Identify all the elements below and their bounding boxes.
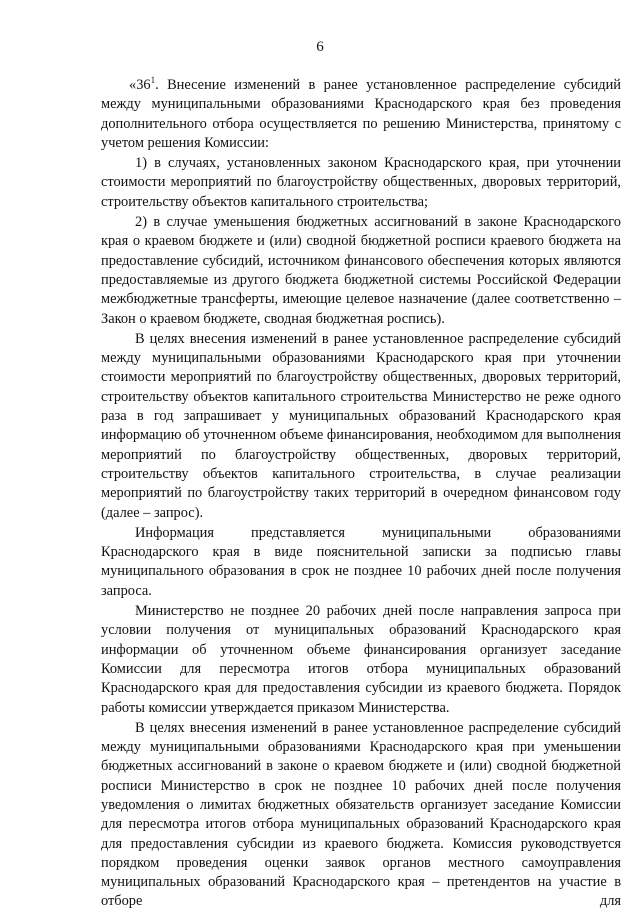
point-number-superscript: 1 [150, 75, 156, 86]
paragraph-commission-meeting: Министерство не позднее 20 рабочих дней после направления запроса при условии получения от муниципальных образований Краснодарского края информации об уточненном объеме финансирования организует заседание Комиссии для пересмотра итогов отбора муниципальных образований Краснодарского края для предоставления субсидии из краевого бюджета. Порядок работы комиссии утверждается приказом Министерства. [101, 603, 621, 716]
page-number: 6 [316, 39, 324, 55]
point-36-lead-text: . Внесение изменений в ранее установленное распределение субсидий между муниципальными образованиями Краснодарского края без проведения дополнительного отбора осуществляется по решению Министерства, принятому с учетом решения Комиссии: [101, 77, 621, 151]
document-body [101, 76, 621, 912]
paragraph-request-procedure: В целях внесения изменений в ранее установленное распределение субсидий между муниципальными образованиями Краснодарского края при уточнении стоимости мероприятий по благоустройству общественных, дворовых территорий, строительству объектов капитального строительства Министерство не реже одного раза в год запрашивает у муниципальных образований Краснодарского края информацию об уточненном объеме финансирования, необходимом для выполнения мероприятий по благоустройству общественных, дворовых территорий, строительству объектов капитального строительства, в случае реализации мероприятий по благоустройству таких территорий в очередном финансовом году (далее – запрос). [101, 330, 621, 521]
paragraph-case-1: 1) в случаях, установленных законом Краснодарского края, при уточнении стоимости мероприятий по благоустройству общественных, дворовых территорий, строительству объектов капитального строительства; [101, 155, 621, 210]
paragraph-point-36-intro [101, 76, 621, 153]
paragraph-budget-reduction: В целях внесения изменений в ранее установленное распределение субсидий между муниципальными образованиями Краснодарского края при уменьшении бюджетных ассигнований в законе о краевом бюджете и (или) сводной бюджетной росписи Министерство в срок не позднее 10 рабочих дней после получения уведомления о лимитах бюджетных обязательств организует заседание Комиссии для пересмотра итогов отбора муниципальных образований Краснодарского края для предоставления субсидии из краевого бюджета. Комиссия руководствуется порядком проведения оценки заявок органов местного самоуправления муниципальных образований Краснодарского края – претендентов на участие в отборе для [101, 719, 621, 910]
point-number: «36 [129, 77, 151, 93]
paragraph-case-2: 2) в случае уменьшения бюджетных ассигнований в законе Краснодарского края о краевом бюджете и (или) сводной бюджетной росписи краевого бюджета на предоставление субсидий, источником финансового обеспечения которых являются предоставляемые из другого бюджета бюджетной системы Российской Федерации межбюджетные трансферты, имеющие целевое назначение (далее соответственно – Закон о краевом бюджете, сводная бюджетная роспись). [101, 214, 621, 327]
paragraph-information-submission: Информация представляется муниципальными образованиями Краснодарского края в виде пояснительной записки за подписью главы муниципального образования в срок не позднее 10 рабочих дней после получения запроса. [101, 524, 621, 599]
